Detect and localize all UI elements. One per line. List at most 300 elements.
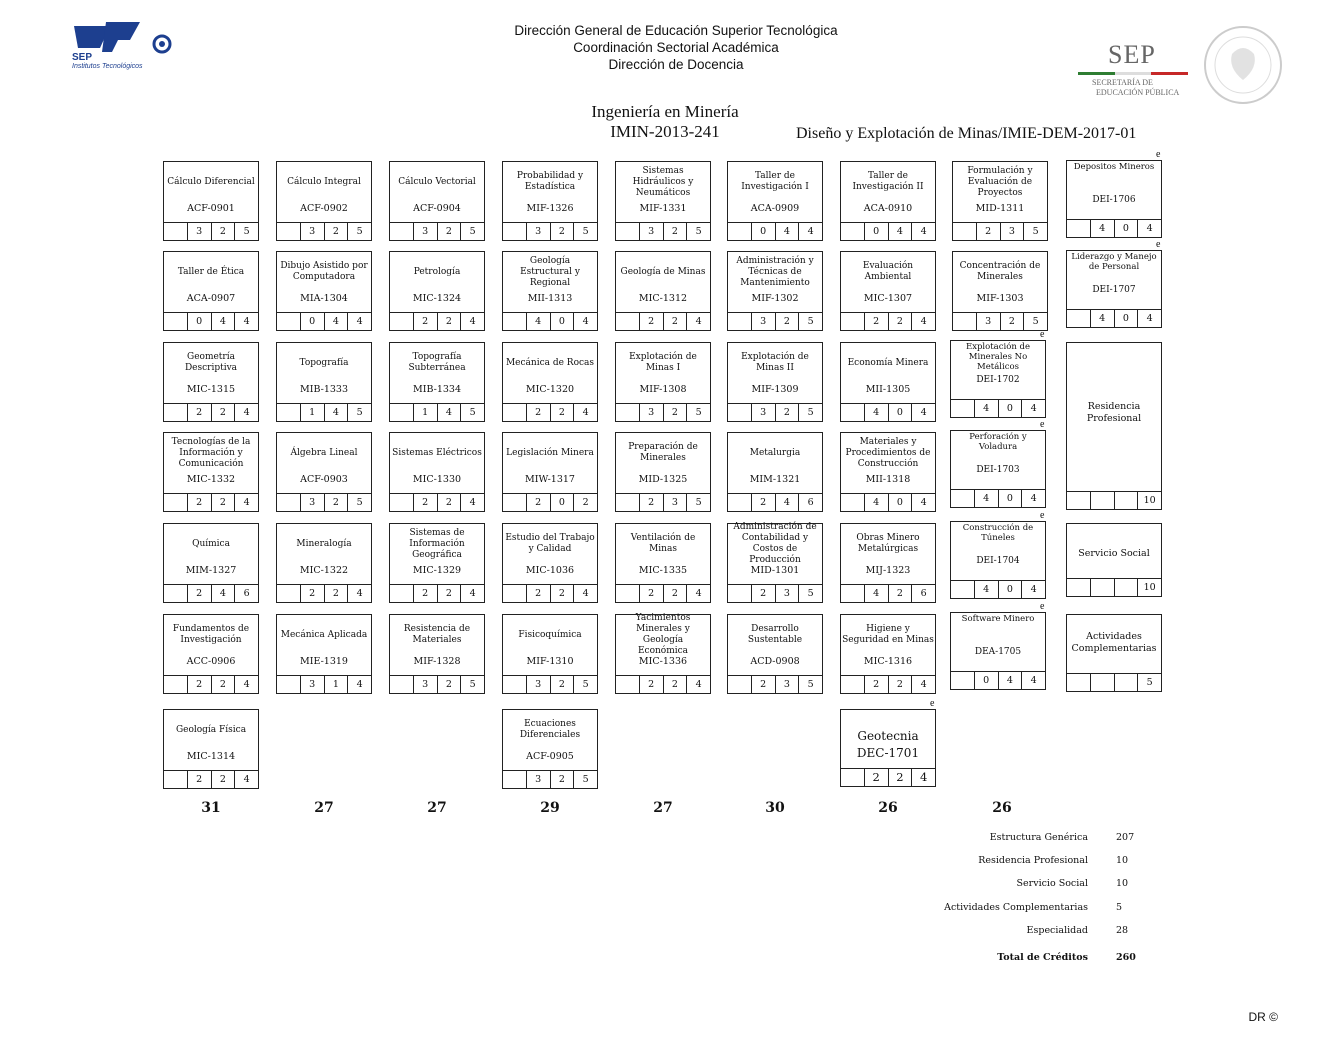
hours-blank: [503, 494, 526, 511]
course-hours: [390, 675, 484, 693]
hours-blank: [841, 585, 864, 602]
semester-credit-total: 26: [878, 800, 898, 816]
course-card: [840, 523, 936, 603]
hours-practice: 2: [211, 771, 235, 788]
hours-theory: 3: [300, 494, 324, 511]
hours-practice: 4: [211, 313, 235, 330]
semester-credit-total: 27: [653, 800, 673, 816]
hours-credits: 4: [1021, 581, 1045, 598]
course-card: [163, 614, 259, 694]
hours-blank: [277, 585, 300, 602]
hours-blank: [616, 404, 639, 421]
course-code: MIM-1321: [749, 474, 801, 485]
hours-theory: 2: [976, 223, 1000, 240]
hours-theory: 2: [300, 585, 324, 602]
hours-blank: [164, 404, 187, 421]
hours-theory: 0: [974, 672, 998, 689]
hours-credits: 5: [1023, 313, 1047, 330]
course-card: [615, 342, 711, 422]
semester-credit-total: 27: [427, 800, 447, 816]
hours-practice: 3: [775, 585, 799, 602]
hours-practice: 2: [211, 404, 235, 421]
course-card: [1066, 250, 1162, 328]
hours-theory: 2: [187, 676, 211, 693]
hours-blank: [277, 313, 300, 330]
hours-practice: 2: [550, 676, 574, 693]
course-name: Resistencia de Materiales: [403, 624, 471, 645]
course-name: Yacimientos Minerales y Geología Económica: [635, 613, 691, 656]
course-code: ACF-0905: [526, 751, 574, 762]
hours-theory: 2: [639, 494, 663, 511]
course-name: Formulación y Evaluación de Proyectos: [967, 165, 1033, 198]
hours-practice: 2: [211, 223, 235, 240]
course-code: DEI-1703: [976, 465, 1020, 475]
summary-value: 10: [1116, 855, 1129, 866]
sep-logo-sub1: SECRETARÍA DE: [1092, 78, 1153, 87]
hours-credits: 5: [573, 771, 597, 788]
hours-credits: 4: [911, 676, 935, 693]
course-hours: [503, 675, 597, 693]
course-code: ACD-0908: [750, 656, 800, 667]
hours-theory: 2: [864, 313, 888, 330]
servicio-box: [1066, 523, 1162, 597]
hours-practice: 2: [663, 585, 687, 602]
course-hours: [616, 584, 710, 602]
course-name: Topografía: [299, 357, 349, 368]
hours-theory: 0: [300, 313, 324, 330]
course-name: Sistemas Hidráulicos y Neumáticos: [632, 165, 694, 198]
course-hours: [841, 675, 935, 693]
course-card: [502, 709, 598, 789]
specialty-mark: e: [1040, 601, 1045, 612]
course-card: [952, 161, 1048, 241]
actividades-label: Actividades Complementarias: [1071, 631, 1157, 654]
hours-credits: 4: [573, 313, 597, 330]
course-hours: [951, 399, 1045, 417]
hours-blank: [841, 404, 864, 421]
hours-credits: 4: [347, 585, 371, 602]
course-hours: [728, 403, 822, 421]
course-hours: [728, 675, 822, 693]
course-name: Explotación de Minerales No Metálicos: [965, 342, 1030, 372]
hours-theory: 2: [751, 494, 775, 511]
course-name: Explotación de Minas II: [741, 352, 809, 373]
course-code: DEC-1701: [856, 746, 920, 760]
course-code: DEI-1706: [1092, 195, 1136, 205]
hours-credits: 4: [1021, 400, 1045, 417]
course-card: [276, 614, 372, 694]
course-code: MII-1305: [865, 384, 911, 395]
hours-blank: [390, 313, 413, 330]
course-name: Mineralogía: [296, 538, 352, 549]
course-code: MIC-1329: [412, 565, 462, 576]
sep-logo-text: SEP: [1108, 40, 1156, 69]
hours-credits: 5: [1023, 223, 1047, 240]
course-code: MIC-1320: [525, 384, 575, 395]
hours-theory: 2: [187, 585, 211, 602]
course-hours: [164, 312, 258, 330]
course-card: [276, 523, 372, 603]
hours-credits: 4: [686, 313, 710, 330]
course-name: Geología Física: [175, 724, 247, 735]
summary-row: [940, 925, 1140, 937]
hours-blank: [728, 494, 751, 511]
hours-theory: 3: [187, 223, 211, 240]
hours-practice: 0: [550, 494, 574, 511]
course-name: Desarrollo Sustentable: [747, 624, 803, 645]
hours-practice: 3: [775, 676, 799, 693]
summary-row: [940, 952, 1140, 964]
course-card: [727, 342, 823, 422]
course-name: Legislación Minera: [506, 447, 594, 458]
course-card: [163, 709, 259, 789]
course-hours: [951, 580, 1045, 598]
course-name: Obras Minero Metalúrgicas: [856, 533, 920, 554]
course-code: DEI-1702: [976, 375, 1020, 385]
summary-value: 207: [1116, 832, 1135, 843]
hours-practice: 2: [663, 313, 687, 330]
hours-theory: 4: [864, 585, 888, 602]
actividades-box: [1066, 614, 1162, 692]
hours-blank: [616, 494, 639, 511]
course-name: Higiene y Seguridad en Minas: [842, 624, 934, 645]
hours-blank: [503, 313, 526, 330]
course-card: [840, 432, 936, 512]
hours-theory: 3: [976, 313, 1000, 330]
course-hours: [390, 403, 484, 421]
course-card: [840, 161, 936, 241]
hours-credits: 5: [347, 494, 371, 511]
hours-practice: 2: [324, 585, 348, 602]
course-card: [502, 523, 598, 603]
hours-practice: 2: [775, 404, 799, 421]
hours-theory: 3: [639, 223, 663, 240]
course-hours: [953, 312, 1047, 330]
course-hours: [951, 671, 1045, 689]
hours-credits: 5: [460, 404, 484, 421]
hours-theory: 2: [639, 313, 663, 330]
hours-blank: [164, 223, 187, 240]
hours-blank: [503, 585, 526, 602]
hours-practice: 2: [663, 404, 687, 421]
hours-blank: [951, 490, 974, 507]
semester-credit-total: 27: [314, 800, 334, 816]
hours-practice: 0: [998, 490, 1022, 507]
course-code: DEI-1707: [1092, 285, 1136, 295]
course-code: MIF-1302: [751, 293, 799, 304]
hours-blank: [277, 223, 300, 240]
course-hours: [503, 584, 597, 602]
hours-practice: 2: [211, 494, 235, 511]
summary-value: 10: [1116, 878, 1129, 889]
hours-theory: 2: [526, 404, 550, 421]
hours-blank: [951, 400, 974, 417]
course-card: [389, 251, 485, 331]
course-hours: [1067, 219, 1161, 237]
course-code: MIC-1330: [412, 474, 462, 485]
hours-practice: 2: [888, 769, 912, 786]
course-name: Administración de Contabilidad y Costos de Producción: [733, 522, 817, 565]
hours-practice: 2: [211, 676, 235, 693]
course-code: MIA-1304: [300, 293, 348, 304]
course-code: MID-1311: [975, 203, 1025, 214]
hours-credits: 4: [911, 313, 935, 330]
summary-value: 28: [1116, 925, 1129, 936]
career-name: Ingeniería en Minería: [591, 102, 739, 121]
specialty-mark: e: [930, 698, 935, 709]
hours-credits: 4: [234, 404, 258, 421]
hours-practice: 2: [437, 313, 461, 330]
hours-blank: [841, 223, 864, 240]
course-hours: [390, 222, 484, 240]
course-hours: [616, 222, 710, 240]
hours-blank: [841, 494, 864, 511]
hours-theory: 0: [751, 223, 775, 240]
course-card: [615, 523, 711, 603]
hours-theory: 2: [413, 494, 437, 511]
course-name: Cálculo Vectorial: [398, 176, 476, 187]
hours-practice: 4: [211, 585, 235, 602]
hours-credits: 4: [1137, 310, 1161, 327]
hours-theory: 2: [526, 494, 550, 511]
course-code: MIC-1314: [186, 751, 236, 762]
hours-blank: [728, 404, 751, 421]
course-hours: [616, 403, 710, 421]
course-code: ACA-0910: [863, 203, 913, 214]
hours-blank: [390, 223, 413, 240]
hours-credits: 4: [234, 676, 258, 693]
hours-practice: 2: [437, 676, 461, 693]
hours-blank: [164, 771, 187, 788]
specialty-mark: e: [1156, 149, 1161, 160]
hours-theory: 4: [974, 490, 998, 507]
hours-practice: 3: [1000, 223, 1024, 240]
course-card: [727, 251, 823, 331]
hours-credits: 5: [686, 494, 710, 511]
course-hours: [728, 312, 822, 330]
course-hours: [390, 493, 484, 511]
course-name: Topografía Subterránea: [408, 352, 466, 373]
course-name: Geotecnia: [857, 729, 919, 743]
specialty-mark: e: [1040, 510, 1045, 521]
course-code: MIW-1317: [525, 474, 575, 485]
hours-theory: 4: [864, 404, 888, 421]
course-hours: [841, 584, 935, 602]
hours-blank: [503, 223, 526, 240]
course-hours: [277, 222, 371, 240]
hours-theory: 3: [413, 676, 437, 693]
summary-value: 260: [1116, 952, 1136, 963]
hours-practice: 2: [775, 313, 799, 330]
hours-credits: 4: [460, 313, 484, 330]
hours-theory: 3: [526, 676, 550, 693]
course-code: MIJ-1323: [865, 565, 911, 576]
hours-theory: 2: [187, 771, 211, 788]
hours-credits: 5: [798, 313, 822, 330]
hours-theory: 2: [864, 769, 888, 786]
header-line3: Dirección de Docencia: [608, 57, 744, 72]
course-hours: [503, 770, 597, 788]
course-name: Mecánica Aplicada: [280, 629, 368, 640]
hours-credits: 4: [234, 313, 258, 330]
sep-logo: [1078, 40, 1190, 102]
course-card: [389, 161, 485, 241]
hours-practice: 4: [888, 223, 912, 240]
course-name: Sistemas Eléctricos: [392, 447, 482, 458]
copyright: DR ©: [1248, 1010, 1278, 1024]
hours-blank: [953, 223, 976, 240]
hours-blank: [728, 223, 751, 240]
hours-credits: 5: [573, 223, 597, 240]
hours-credits: 4: [911, 494, 935, 511]
course-hours: [503, 403, 597, 421]
course-name: Cálculo Diferencial: [167, 176, 255, 187]
hours-credits: 4: [1021, 672, 1045, 689]
course-code: MIF-1308: [639, 384, 687, 395]
hours-theory: 2: [413, 585, 437, 602]
course-name: Fisicoquímica: [518, 629, 582, 640]
course-hours: [277, 493, 371, 511]
course-code: MIB-1334: [412, 384, 462, 395]
hours-theory: 2: [526, 585, 550, 602]
hours-blank: [503, 404, 526, 421]
hours-practice: 3: [663, 494, 687, 511]
hours-credits: 5: [798, 676, 822, 693]
hours-practice: 0: [998, 400, 1022, 417]
course-name: Depositos Mineros: [1073, 162, 1155, 172]
hours-credits: 4: [1137, 220, 1161, 237]
hours-credits: 4: [234, 771, 258, 788]
course-card: [163, 432, 259, 512]
hours-practice: 2: [888, 585, 912, 602]
course-name: Dibujo Asistido por Computadora: [280, 261, 368, 282]
course-card: [615, 432, 711, 512]
course-code: MIC-1322: [299, 565, 349, 576]
course-card: [502, 432, 598, 512]
hours-practice: 4: [775, 223, 799, 240]
course-hours: [953, 222, 1047, 240]
course-card: [163, 161, 259, 241]
hours-theory: 3: [300, 676, 324, 693]
course-code: MID-1325: [638, 474, 688, 485]
hours-blank: [277, 494, 300, 511]
residencia-label: Residencia Profesional: [1086, 401, 1142, 424]
hours-practice: 2: [324, 494, 348, 511]
course-code: MIC-1332: [186, 474, 236, 485]
actividades-credits: 5: [1137, 674, 1161, 691]
hours-blank: [1067, 220, 1090, 237]
hours-practice: 4: [437, 404, 461, 421]
course-name: Materiales y Procedimientos de Construcción: [845, 436, 931, 469]
hours-practice: 0: [550, 313, 574, 330]
hours-practice: 4: [324, 404, 348, 421]
course-card: [276, 161, 372, 241]
course-hours: [503, 312, 597, 330]
course-name: Preparación de Minerales: [628, 442, 698, 463]
course-name: Álgebra Lineal: [290, 447, 358, 458]
course-code: MIC-1036: [525, 565, 575, 576]
summary-row: [940, 832, 1140, 844]
semester-credit-total: 26: [992, 800, 1012, 816]
course-card: [840, 709, 936, 787]
hours-theory: 3: [300, 223, 324, 240]
course-code: MIC-1336: [638, 656, 688, 667]
course-code: MIC-1307: [863, 293, 913, 304]
course-name: Probabilidad y Estadística: [516, 171, 584, 192]
course-card: [950, 340, 1046, 418]
course-name: Metalurgia: [749, 447, 801, 458]
hours-blank: [164, 313, 187, 330]
hours-practice: 0: [1114, 310, 1138, 327]
course-name: Software Minero: [961, 614, 1035, 624]
hours-practice: 2: [663, 676, 687, 693]
course-name: Tecnologías de la Información y Comunicación: [171, 436, 251, 469]
course-hours: [164, 770, 258, 788]
course-card: [163, 523, 259, 603]
hours-blank: [277, 404, 300, 421]
course-hours: [616, 312, 710, 330]
course-hours: [1067, 309, 1161, 327]
course-name: Fundamentos de Investigación: [172, 624, 250, 645]
course-card: [727, 161, 823, 241]
course-code: MIC-1316: [863, 656, 913, 667]
hours-theory: 2: [187, 404, 211, 421]
course-name: Ecuaciones Diferenciales: [519, 719, 581, 740]
course-name: Geología Estructural y Regional: [520, 255, 580, 288]
hours-blank: [164, 585, 187, 602]
course-code: ACA-0907: [186, 293, 236, 304]
course-code: ACF-0903: [300, 474, 348, 485]
logo-left-text1: SEP: [72, 52, 93, 63]
hours-credits: 5: [460, 223, 484, 240]
summary-label: Estructura Genérica: [989, 832, 1088, 843]
hours-practice: 2: [1000, 313, 1024, 330]
hours-theory: 2: [639, 676, 663, 693]
course-code: MII-1313: [527, 293, 573, 304]
hours-credits: 5: [798, 585, 822, 602]
course-hours: [728, 584, 822, 602]
course-name: Evaluación Ambiental: [862, 261, 914, 282]
course-hours: [164, 222, 258, 240]
course-name: Explotación de Minas I: [629, 352, 697, 373]
course-card: [615, 251, 711, 331]
hours-blank: [616, 313, 639, 330]
hours-theory: 0: [864, 223, 888, 240]
course-code: ACF-0901: [187, 203, 235, 214]
hours-theory: 3: [413, 223, 437, 240]
course-name: Mecánica de Rocas: [505, 357, 595, 368]
sep-logo-sub2: EDUCACIÓN PÚBLICA: [1096, 88, 1180, 97]
hours-practice: 2: [888, 313, 912, 330]
course-code: MIF-1328: [413, 656, 461, 667]
hours-theory: 3: [639, 404, 663, 421]
course-card: [389, 432, 485, 512]
course-card: [163, 342, 259, 422]
hours-blank: [390, 585, 413, 602]
course-hours: [841, 493, 935, 511]
hours-blank: [841, 676, 864, 693]
hours-credits: 5: [686, 404, 710, 421]
course-code: MIE-1319: [300, 656, 348, 667]
hours-theory: 2: [187, 494, 211, 511]
hours-practice: 2: [550, 404, 574, 421]
hours-credits: 4: [460, 494, 484, 511]
course-code: ACA-0909: [750, 203, 800, 214]
residencia-credits: 10: [1137, 492, 1161, 509]
course-code: MII-1318: [865, 474, 911, 485]
hours-practice: 2: [550, 223, 574, 240]
summary-row: [940, 878, 1140, 890]
